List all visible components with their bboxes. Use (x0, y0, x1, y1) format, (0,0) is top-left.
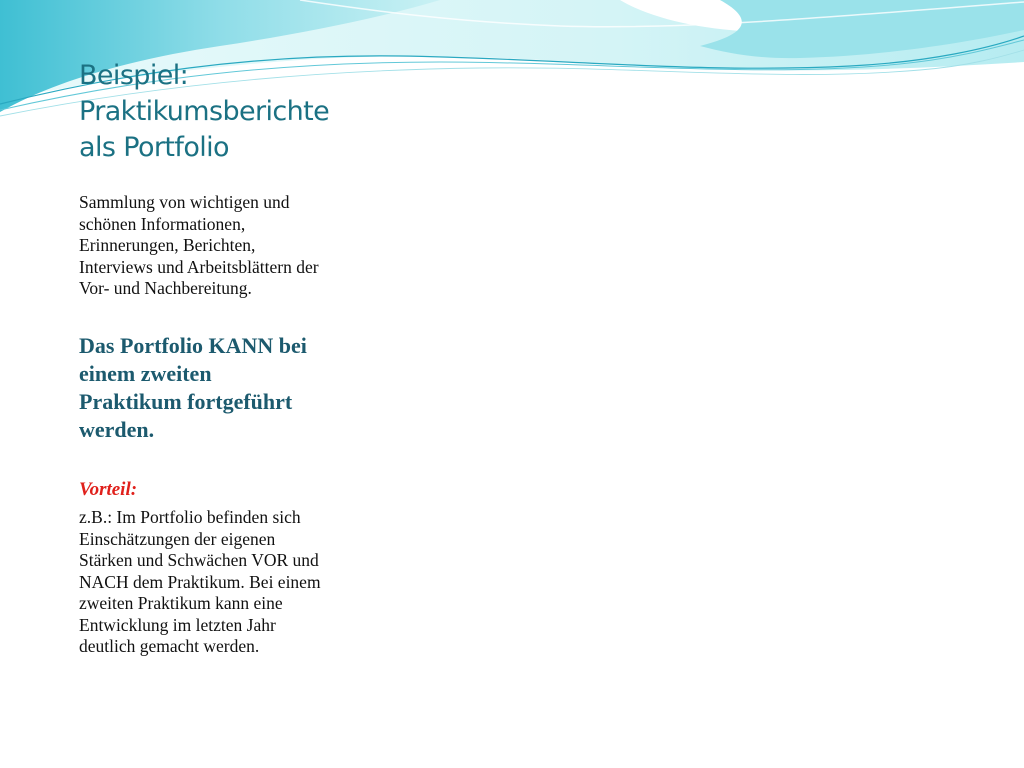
intro-paragraph (79, 192, 389, 300)
vorteil-line: Stärken und Schwächen VOR und (79, 550, 319, 570)
slide-title (79, 58, 399, 166)
vorteil-heading: Vorteil: (79, 479, 138, 500)
title-line: Beispiel: (79, 60, 189, 91)
emphasis-line: Das Portfolio KANN bei (79, 333, 307, 358)
title-line: Praktikumsberichte (79, 96, 330, 127)
vorteil-line: z.B.: Im Portfolio befinden sich (79, 507, 301, 527)
emphasis-line: Praktikum fortgeführt (79, 389, 293, 414)
emphasis-line: einem zweiten (79, 361, 212, 386)
intro-line: Vor- und Nachbereitung. (79, 278, 252, 298)
vorteil-line: zweiten Praktikum kann eine (79, 593, 283, 613)
intro-line: Erinnerungen, Berichten, (79, 235, 256, 255)
intro-line: Sammlung von wichtigen und (79, 192, 290, 212)
title-line: als Portfolio (79, 132, 229, 163)
vorteil-line: Einschätzungen der eigenen (79, 528, 276, 549)
intro-line: schönen Informationen, (79, 213, 246, 234)
vorteil-paragraph (79, 507, 389, 658)
vorteil-line: Entwicklung im letzten Jahr (79, 614, 276, 635)
intro-line: Interviews und Arbeitsblättern der (79, 256, 319, 277)
vorteil-line: NACH dem Praktikum. Bei einem (79, 571, 321, 592)
emphasis-line: werden. (79, 417, 155, 442)
vorteil-line: deutlich gemacht werden. (79, 636, 260, 656)
emphasis-statement (79, 332, 389, 444)
